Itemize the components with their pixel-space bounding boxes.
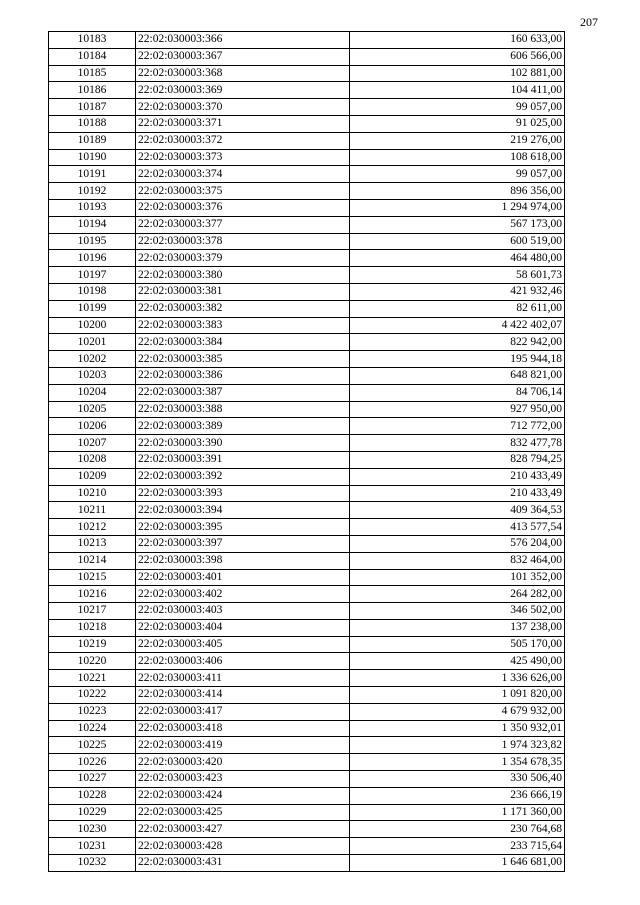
table-row [49,670,565,687]
cadastral-number: 22:02:030003:391 [136,451,350,468]
table-row [49,603,565,620]
cadastral-number: 22:02:030003:425 [136,804,350,821]
row-number: 10191 [49,166,136,183]
row-number: 10231 [49,838,136,855]
table-row [49,720,565,737]
table-row [49,132,565,149]
row-number: 10214 [49,552,136,569]
cadastral-number: 22:02:030003:366 [136,32,350,49]
table-row [49,32,565,49]
cadastral-value: 648 821,00 [350,367,565,384]
table-row [49,166,565,183]
row-number: 10206 [49,418,136,435]
cadastral-number: 22:02:030003:380 [136,267,350,284]
row-number: 10215 [49,569,136,586]
cadastral-value: 82 611,00 [350,300,565,317]
table-row [49,216,565,233]
table-row [49,804,565,821]
row-number: 10224 [49,720,136,737]
row-number: 10219 [49,636,136,653]
cadastral-value: 1 294 974,00 [350,199,565,216]
cadastral-value: 600 519,00 [350,233,565,250]
cadastral-value: 712 772,00 [350,418,565,435]
cadastral-number: 22:02:030003:387 [136,384,350,401]
cadastral-number: 22:02:030003:383 [136,317,350,334]
cadastral-value: 1 336 626,00 [350,670,565,687]
table-row [49,552,565,569]
cadastral-value: 822 942,00 [350,334,565,351]
cadastral-number: 22:02:030003:389 [136,418,350,435]
row-number: 10207 [49,435,136,452]
row-number: 10196 [49,250,136,267]
cadastral-number: 22:02:030003:372 [136,132,350,149]
row-number: 10220 [49,653,136,670]
cadastral-number: 22:02:030003:420 [136,754,350,771]
table-row [49,317,565,334]
row-number: 10211 [49,502,136,519]
row-number: 10212 [49,519,136,536]
table-row [49,199,565,216]
cadastral-number: 22:02:030003:386 [136,367,350,384]
table-row [49,451,565,468]
cadastral-value: 1 171 360,00 [350,804,565,821]
row-number: 10223 [49,703,136,720]
table-row [49,435,565,452]
cadastral-value: 4 422 402,07 [350,317,565,334]
cadastral-number: 22:02:030003:395 [136,519,350,536]
row-number: 10185 [49,65,136,82]
cadastral-number: 22:02:030003:375 [136,183,350,200]
table-row [49,300,565,317]
cadastral-number: 22:02:030003:394 [136,502,350,519]
cadastral-value: 264 282,00 [350,586,565,603]
row-number: 10192 [49,183,136,200]
row-number: 10194 [49,216,136,233]
cadastral-value: 210 433,49 [350,485,565,502]
table-row [49,569,565,586]
row-number: 10197 [49,267,136,284]
cadastral-number: 22:02:030003:424 [136,787,350,804]
cadastral-value: 927 950,00 [350,401,565,418]
cadastral-value: 236 666,19 [350,787,565,804]
cadastral-number: 22:02:030003:369 [136,82,350,99]
cadastral-number: 22:02:030003:397 [136,535,350,552]
row-number: 10204 [49,384,136,401]
table-row [49,586,565,603]
cadastral-value: 567 173,00 [350,216,565,233]
cadastral-number: 22:02:030003:406 [136,653,350,670]
row-number: 10205 [49,401,136,418]
row-number: 10213 [49,535,136,552]
cadastral-number: 22:02:030003:374 [136,166,350,183]
row-number: 10187 [49,99,136,116]
cadastral-value: 505 170,00 [350,636,565,653]
table-row [49,384,565,401]
cadastral-value: 421 932,46 [350,283,565,300]
cadastral-value: 102 881,00 [350,65,565,82]
cadastral-value: 330 506,40 [350,771,565,788]
table-row [49,619,565,636]
cadastral-number: 22:02:030003:373 [136,149,350,166]
row-number: 10184 [49,48,136,65]
table-row [49,535,565,552]
row-number: 10189 [49,132,136,149]
row-number: 10228 [49,787,136,804]
cadastral-number: 22:02:030003:398 [136,552,350,569]
cadastral-number: 22:02:030003:431 [136,855,350,872]
table-row [49,838,565,855]
cadastral-number: 22:02:030003:385 [136,351,350,368]
table-row [49,687,565,704]
cadastral-number: 22:02:030003:384 [136,334,350,351]
cadastral-number: 22:02:030003:419 [136,737,350,754]
cadastral-number: 22:02:030003:428 [136,838,350,855]
table-row [49,418,565,435]
cadastral-value: 1 091 820,00 [350,687,565,704]
row-number: 10201 [49,334,136,351]
cadastral-value: 828 794,25 [350,451,565,468]
cadastral-value: 346 502,00 [350,603,565,620]
table-row [49,519,565,536]
cadastral-number: 22:02:030003:393 [136,485,350,502]
table-body [49,32,565,872]
row-number: 10188 [49,115,136,132]
cadastral-number: 22:02:030003:411 [136,670,350,687]
cadastral-value: 58 601,73 [350,267,565,284]
cadastral-value: 576 204,00 [350,535,565,552]
row-number: 10218 [49,619,136,636]
table-row [49,233,565,250]
row-number: 10195 [49,233,136,250]
cadastral-number: 22:02:030003:370 [136,99,350,116]
table-row [49,821,565,838]
cadastral-number: 22:02:030003:404 [136,619,350,636]
table-row [49,401,565,418]
row-number: 10203 [49,367,136,384]
cadastral-number: 22:02:030003:392 [136,468,350,485]
row-number: 10210 [49,485,136,502]
row-number: 10198 [49,283,136,300]
cadastral-value: 1 350 932,01 [350,720,565,737]
cadastral-number: 22:02:030003:378 [136,233,350,250]
table-row [49,65,565,82]
registry-table [48,31,565,872]
cadastral-number: 22:02:030003:368 [136,65,350,82]
table-row [49,653,565,670]
row-number: 10217 [49,603,136,620]
cadastral-value: 195 944,18 [350,351,565,368]
cadastral-number: 22:02:030003:388 [136,401,350,418]
cadastral-number: 22:02:030003:367 [136,48,350,65]
row-number: 10216 [49,586,136,603]
table-row [49,183,565,200]
cadastral-number: 22:02:030003:379 [136,250,350,267]
cadastral-number: 22:02:030003:403 [136,603,350,620]
cadastral-value: 1 646 681,00 [350,855,565,872]
cadastral-value: 425 490,00 [350,653,565,670]
cadastral-value: 160 633,00 [350,32,565,49]
table-row [49,502,565,519]
cadastral-value: 84 706,14 [350,384,565,401]
cadastral-number: 22:02:030003:371 [136,115,350,132]
table-row [49,149,565,166]
table-row [49,283,565,300]
cadastral-value: 1 974 323,82 [350,737,565,754]
cadastral-value: 233 715,64 [350,838,565,855]
table-row [49,267,565,284]
table-row [49,771,565,788]
row-number: 10225 [49,737,136,754]
table-row [49,334,565,351]
cadastral-value: 101 352,00 [350,569,565,586]
table-row [49,82,565,99]
cadastral-number: 22:02:030003:423 [136,771,350,788]
row-number: 10200 [49,317,136,334]
cadastral-value: 832 477,78 [350,435,565,452]
table-row [49,787,565,804]
table-row [49,485,565,502]
cadastral-value: 832 464,00 [350,552,565,569]
cadastral-value: 413 577,54 [350,519,565,536]
cadastral-value: 219 276,00 [350,132,565,149]
row-number: 10190 [49,149,136,166]
row-number: 10208 [49,451,136,468]
cadastral-value: 99 057,00 [350,99,565,116]
row-number: 10222 [49,687,136,704]
row-number: 10199 [49,300,136,317]
table-row [49,468,565,485]
cadastral-number: 22:02:030003:405 [136,636,350,653]
cadastral-value: 91 025,00 [350,115,565,132]
row-number: 10193 [49,199,136,216]
cadastral-value: 896 356,00 [350,183,565,200]
table-row [49,351,565,368]
cadastral-number: 22:02:030003:427 [136,821,350,838]
table-row [49,250,565,267]
row-number: 10202 [49,351,136,368]
cadastral-value: 230 764,68 [350,821,565,838]
row-number: 10227 [49,771,136,788]
cadastral-value: 1 354 678,35 [350,754,565,771]
page-number: 207 [580,15,598,29]
cadastral-number: 22:02:030003:382 [136,300,350,317]
row-number: 10226 [49,754,136,771]
cadastral-value: 99 057,00 [350,166,565,183]
cadastral-value: 104 411,00 [350,82,565,99]
table-row [49,737,565,754]
cadastral-value: 210 433,49 [350,468,565,485]
cadastral-number: 22:02:030003:417 [136,703,350,720]
cadastral-value: 409 364,53 [350,502,565,519]
cadastral-number: 22:02:030003:402 [136,586,350,603]
cadastral-number: 22:02:030003:390 [136,435,350,452]
cadastral-number: 22:02:030003:418 [136,720,350,737]
row-number: 10209 [49,468,136,485]
table-row [49,48,565,65]
row-number: 10183 [49,32,136,49]
cadastral-value: 606 566,00 [350,48,565,65]
cadastral-number: 22:02:030003:377 [136,216,350,233]
row-number: 10229 [49,804,136,821]
table-row [49,115,565,132]
row-number: 10186 [49,82,136,99]
cadastral-number: 22:02:030003:381 [136,283,350,300]
cadastral-number: 22:02:030003:376 [136,199,350,216]
table-row [49,99,565,116]
table-row [49,367,565,384]
cadastral-number: 22:02:030003:414 [136,687,350,704]
row-number: 10221 [49,670,136,687]
cadastral-value: 464 480,00 [350,250,565,267]
cadastral-number: 22:02:030003:401 [136,569,350,586]
table-row [49,754,565,771]
cadastral-value: 137 238,00 [350,619,565,636]
cadastral-value: 108 618,00 [350,149,565,166]
table-row [49,636,565,653]
cadastral-value: 4 679 932,00 [350,703,565,720]
table-row [49,855,565,872]
row-number: 10230 [49,821,136,838]
table-row [49,703,565,720]
row-number: 10232 [49,855,136,872]
